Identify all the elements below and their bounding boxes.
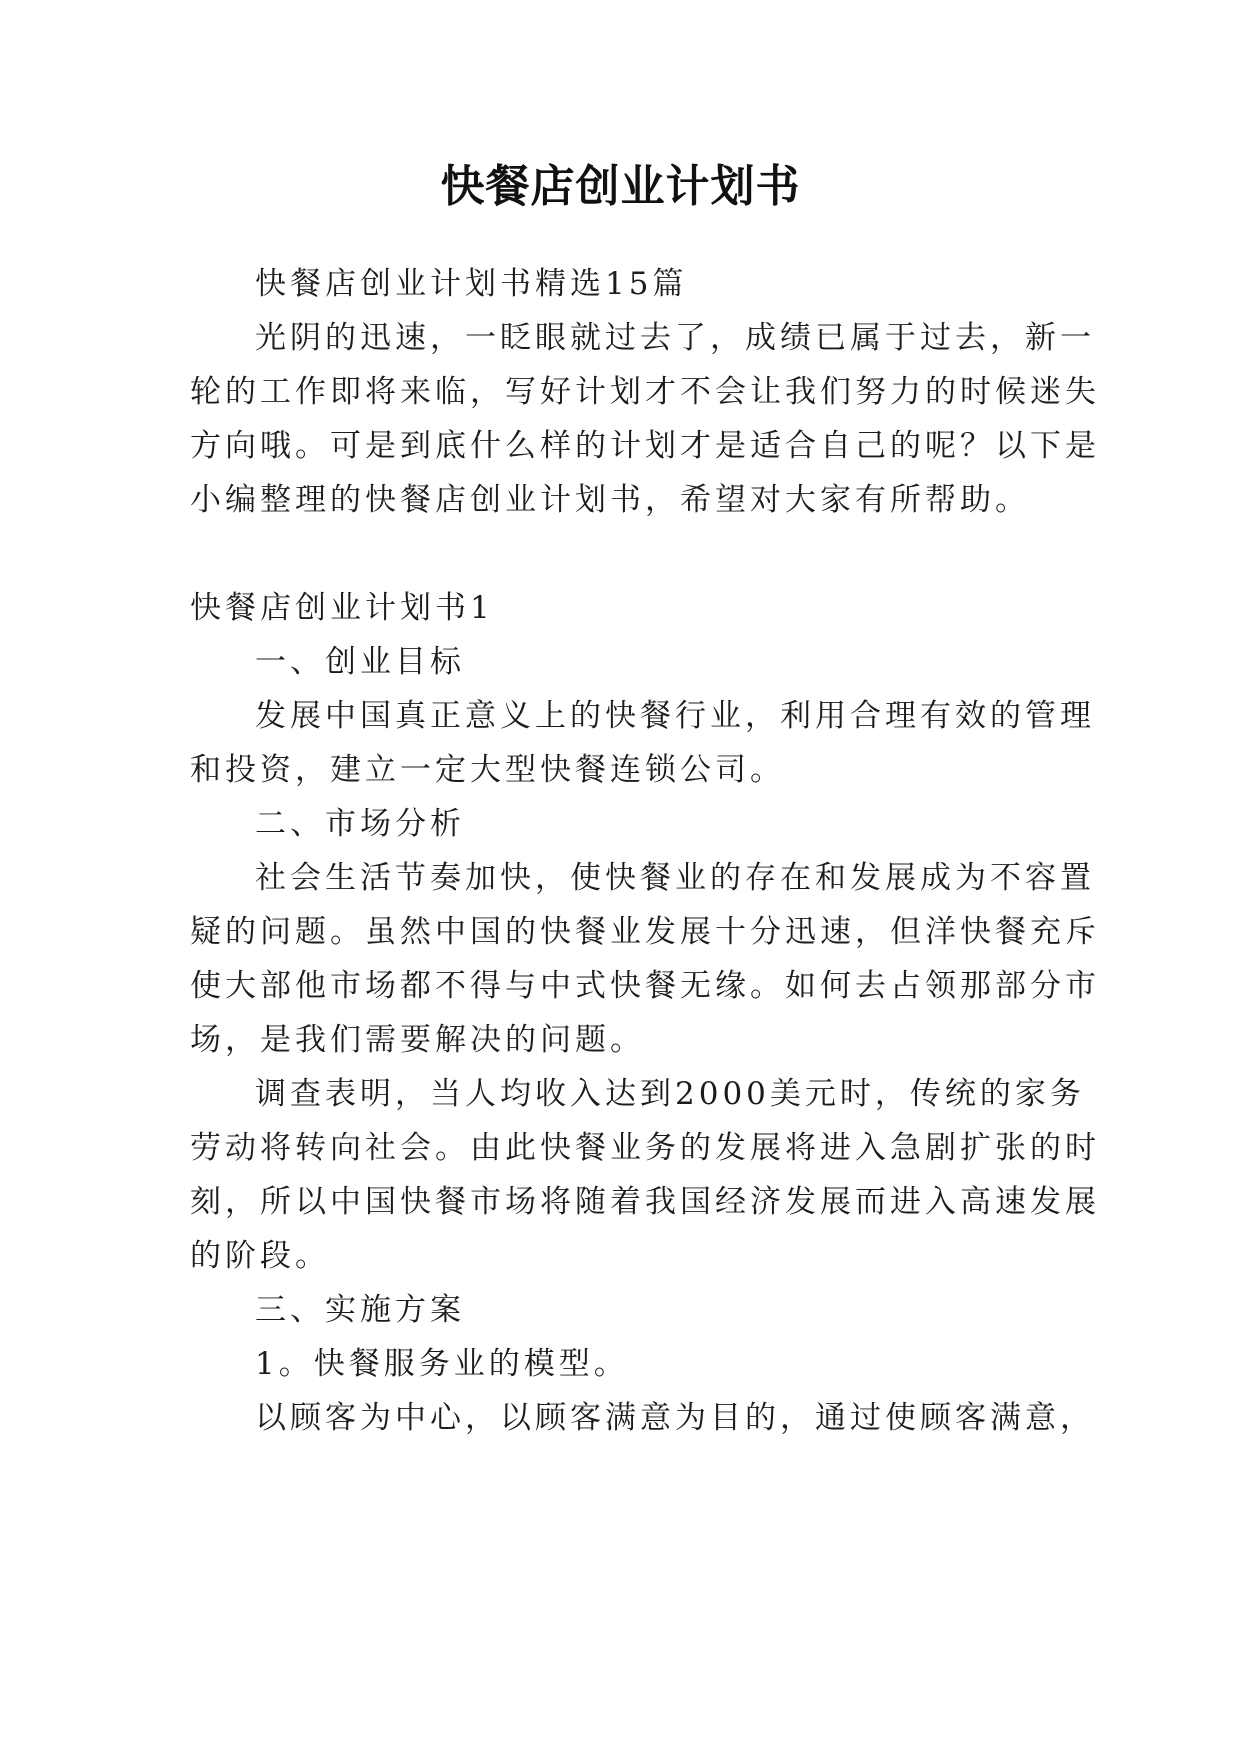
paragraph-line: 调查表明，当人均收入达到2000美元时，传统的家务 xyxy=(255,1076,1085,1112)
paragraph-line: 小编整理的快餐店创业计划书，希望对大家有所帮助。 xyxy=(190,482,1030,518)
paragraph-line: 的阶段。 xyxy=(190,1238,330,1274)
paragraph-line: 光阴的迅速，一眨眼就过去了，成绩已属于过去，新一 xyxy=(255,320,1095,356)
paragraph-line: 社会生活节奏加快，使快餐业的存在和发展成为不容置 xyxy=(255,860,1095,896)
paragraph-line: 使大部他市场都不得与中式快餐无缘。如何去占领那部分市 xyxy=(190,968,1100,1004)
list-item: 1。快餐服务业的模型。 xyxy=(255,1346,629,1382)
paragraph-line: 场，是我们需要解决的问题。 xyxy=(190,1022,645,1058)
subsection-heading: 二、市场分析 xyxy=(255,806,465,842)
paragraph-line: 疑的问题。虽然中国的快餐业发展十分迅速，但洋快餐充斥 xyxy=(190,914,1100,950)
paragraph-line: 轮的工作即将来临，写好计划才不会让我们努力的时候迷失 xyxy=(190,374,1100,410)
page-title: 快餐店创业计划书 xyxy=(440,161,801,212)
subsection-heading: 一、创业目标 xyxy=(255,644,465,680)
paragraph-line: 和投资，建立一定大型快餐连锁公司。 xyxy=(190,752,785,788)
paragraph-line: 方向哦。可是到底什么样的计划才是适合自己的呢？以下是 xyxy=(190,428,1100,464)
paragraph-line: 劳动将转向社会。由此快餐业务的发展将进入急剧扩张的时 xyxy=(190,1130,1100,1166)
paragraph-line: 刻，所以中国快餐市场将随着我国经济发展而进入高速发展 xyxy=(190,1184,1100,1220)
paragraph-line: 发展中国真正意义上的快餐行业，利用合理有效的管理 xyxy=(255,698,1095,734)
paragraph-line: 以顾客为中心，以顾客满意为目的，通过使顾客满意， xyxy=(255,1400,1095,1436)
subtitle-line: 快餐店创业计划书精选15篇 xyxy=(255,266,688,302)
subsection-heading: 三、实施方案 xyxy=(255,1292,465,1328)
section-heading: 快餐店创业计划书1 xyxy=(190,590,494,626)
